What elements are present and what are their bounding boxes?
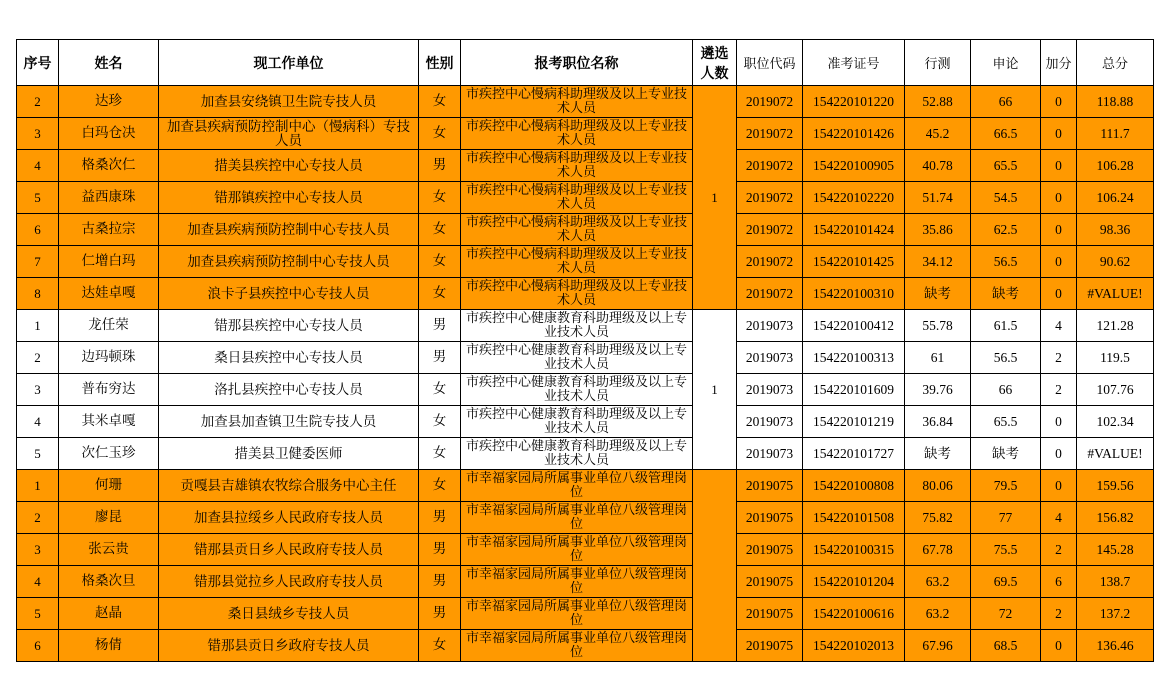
- cell-name: 格桑次旦: [59, 566, 159, 598]
- table-row: [17, 278, 1154, 310]
- cell-total: 106.28: [1077, 150, 1154, 182]
- cell-shenlun: 56.5: [971, 246, 1041, 278]
- cell-seq: 1: [17, 470, 59, 502]
- cell-pos-code: 2019072: [737, 86, 803, 118]
- cell-unit: 措美县疾控中心专技人员: [159, 150, 419, 182]
- cell-gender: 男: [419, 310, 461, 342]
- cell-shenlun: 68.5: [971, 630, 1041, 662]
- table-row: [17, 502, 1154, 534]
- table-row: [17, 246, 1154, 278]
- cell-unit: 加查县拉绥乡人民政府专技人员: [159, 502, 419, 534]
- cell-total: 90.62: [1077, 246, 1154, 278]
- cell-pos-code: 2019073: [737, 438, 803, 470]
- cell-unit: 洛扎县疾控中心专技人员: [159, 374, 419, 406]
- cell-total: 156.82: [1077, 502, 1154, 534]
- cell-bonus: 0: [1041, 246, 1077, 278]
- cell-total: 119.5: [1077, 342, 1154, 374]
- header-plan-line2: 人数: [700, 65, 729, 82]
- cell-shenlun: 69.5: [971, 566, 1041, 598]
- cell-unit: 错那县疾控中心专技人员: [159, 310, 419, 342]
- header-plan: [693, 40, 737, 86]
- cell-unit: 错那县贡日乡政府专技人员: [159, 630, 419, 662]
- cell-total: 137.2: [1077, 598, 1154, 630]
- cell-name: 益西康珠: [59, 182, 159, 214]
- cell-shenlun: 66.5: [971, 118, 1041, 150]
- cell-seq: 3: [17, 534, 59, 566]
- cell-pos-code: 2019075: [737, 534, 803, 566]
- cell-bonus: 2: [1041, 598, 1077, 630]
- cell-total: #VALUE!: [1077, 278, 1154, 310]
- cell-bonus: 4: [1041, 502, 1077, 534]
- cell-unit: 桑日县疾控中心专技人员: [159, 342, 419, 374]
- cell-exam-no: 154220100315: [803, 534, 905, 566]
- cell-total: 159.56: [1077, 470, 1154, 502]
- cell-exam-no: 154220100310: [803, 278, 905, 310]
- cell-exam-no: 154220101426: [803, 118, 905, 150]
- cell-pos-code: 2019075: [737, 630, 803, 662]
- cell-pos-code: 2019072: [737, 150, 803, 182]
- cell-pos-code: 2019075: [737, 598, 803, 630]
- cell-name: 白玛仓决: [59, 118, 159, 150]
- cell-pos-code: 2019072: [737, 182, 803, 214]
- cell-xingce: 67.78: [905, 534, 971, 566]
- cell-position: 市疾控中心健康教育科助理级及以上专业技术人员: [461, 310, 693, 342]
- cell-position: 市幸福家园局所属事业单位八级管理岗位: [461, 566, 693, 598]
- table-row: [17, 630, 1154, 662]
- cell-pos-code: 2019073: [737, 406, 803, 438]
- cell-position: 市疾控中心健康教育科助理级及以上专业技术人员: [461, 438, 693, 470]
- cell-name: 杨倩: [59, 630, 159, 662]
- cell-gender: 男: [419, 566, 461, 598]
- table-body: [17, 86, 1154, 662]
- cell-xingce: 52.88: [905, 86, 971, 118]
- cell-position: 市疾控中心慢病科助理级及以上专业技术人员: [461, 86, 693, 118]
- cell-bonus: 0: [1041, 214, 1077, 246]
- header-bonus: 加分: [1041, 40, 1077, 86]
- cell-bonus: 0: [1041, 470, 1077, 502]
- cell-bonus: 0: [1041, 438, 1077, 470]
- header-xingce: 行测: [905, 40, 971, 86]
- header-row: [17, 40, 1154, 86]
- cell-gender: 男: [419, 342, 461, 374]
- cell-xingce: 61: [905, 342, 971, 374]
- cell-seq: 2: [17, 342, 59, 374]
- cell-name: 赵晶: [59, 598, 159, 630]
- cell-bonus: 0: [1041, 182, 1077, 214]
- cell-total: 136.46: [1077, 630, 1154, 662]
- cell-name: 达娃卓嘎: [59, 278, 159, 310]
- cell-bonus: 2: [1041, 374, 1077, 406]
- cell-exam-no: 154220101424: [803, 214, 905, 246]
- cell-xingce: 67.96: [905, 630, 971, 662]
- cell-pos-code: 2019072: [737, 214, 803, 246]
- table-row: [17, 566, 1154, 598]
- cell-position: 市疾控中心慢病科助理级及以上专业技术人员: [461, 278, 693, 310]
- header-total: 总分: [1077, 40, 1154, 86]
- cell-total: 111.7: [1077, 118, 1154, 150]
- cell-unit: 错那镇疾控中心专技人员: [159, 182, 419, 214]
- cell-total: 118.88: [1077, 86, 1154, 118]
- header-seq: 序号: [17, 40, 59, 86]
- cell-gender: 女: [419, 374, 461, 406]
- cell-xingce: 80.06: [905, 470, 971, 502]
- cell-exam-no: 154220101204: [803, 566, 905, 598]
- cell-exam-no: 154220100808: [803, 470, 905, 502]
- cell-position: 市疾控中心慢病科助理级及以上专业技术人员: [461, 182, 693, 214]
- cell-shenlun: 65.5: [971, 150, 1041, 182]
- cell-name: 古桑拉宗: [59, 214, 159, 246]
- cell-total: 145.28: [1077, 534, 1154, 566]
- cell-pos-code: 2019072: [737, 278, 803, 310]
- cell-bonus: 6: [1041, 566, 1077, 598]
- cell-unit: 加查县安绕镇卫生院专技人员: [159, 86, 419, 118]
- cell-seq: 8: [17, 278, 59, 310]
- cell-shenlun: 61.5: [971, 310, 1041, 342]
- cell-gender: 女: [419, 214, 461, 246]
- cell-position: 市幸福家园局所属事业单位八级管理岗位: [461, 630, 693, 662]
- cell-shenlun: 66: [971, 86, 1041, 118]
- table-row: [17, 182, 1154, 214]
- cell-position: 市疾控中心健康教育科助理级及以上专业技术人员: [461, 374, 693, 406]
- cell-gender: 女: [419, 278, 461, 310]
- cell-xingce: 45.2: [905, 118, 971, 150]
- cell-position: 市疾控中心慢病科助理级及以上专业技术人员: [461, 214, 693, 246]
- table-row: [17, 374, 1154, 406]
- cell-exam-no: 154220101609: [803, 374, 905, 406]
- cell-pos-code: 2019075: [737, 566, 803, 598]
- cell-seq: 4: [17, 566, 59, 598]
- cell-bonus: 0: [1041, 86, 1077, 118]
- cell-gender: 女: [419, 470, 461, 502]
- cell-shenlun: 79.5: [971, 470, 1041, 502]
- cell-bonus: 0: [1041, 150, 1077, 182]
- table-row: [17, 214, 1154, 246]
- cell-position: 市幸福家园局所属事业单位八级管理岗位: [461, 598, 693, 630]
- cell-position: 市疾控中心慢病科助理级及以上专业技术人员: [461, 150, 693, 182]
- cell-xingce: 55.78: [905, 310, 971, 342]
- cell-gender: 男: [419, 534, 461, 566]
- cell-unit: 贡嘎县吉雄镇农牧综合服务中心主任: [159, 470, 419, 502]
- cell-bonus: 4: [1041, 310, 1077, 342]
- cell-exam-no: 154220102220: [803, 182, 905, 214]
- cell-position: 市幸福家园局所属事业单位八级管理岗位: [461, 534, 693, 566]
- cell-gender: 女: [419, 438, 461, 470]
- cell-total: 106.24: [1077, 182, 1154, 214]
- cell-unit: 浪卡子县疾控中心专技人员: [159, 278, 419, 310]
- cell-bonus: 2: [1041, 342, 1077, 374]
- header-shenlun: 申论: [971, 40, 1041, 86]
- cell-shenlun: 66: [971, 374, 1041, 406]
- cell-seq: 3: [17, 374, 59, 406]
- cell-gender: 男: [419, 502, 461, 534]
- cell-total: 102.34: [1077, 406, 1154, 438]
- cell-exam-no: 154220101220: [803, 86, 905, 118]
- cell-bonus: 0: [1041, 406, 1077, 438]
- cell-xingce: 63.2: [905, 566, 971, 598]
- cell-xingce: 35.86: [905, 214, 971, 246]
- table-row: [17, 86, 1154, 118]
- cell-bonus: 2: [1041, 534, 1077, 566]
- cell-name: 普布穷达: [59, 374, 159, 406]
- cell-shenlun: 56.5: [971, 342, 1041, 374]
- cell-shenlun: 缺考: [971, 278, 1041, 310]
- cell-bonus: 0: [1041, 630, 1077, 662]
- cell-xingce: 63.2: [905, 598, 971, 630]
- cell-total: 121.28: [1077, 310, 1154, 342]
- header-position: 报考职位名称: [461, 40, 693, 86]
- cell-total: 107.76: [1077, 374, 1154, 406]
- cell-unit: 加查县疾病预防控制中心（慢病科）专技人员: [159, 118, 419, 150]
- cell-gender: 女: [419, 118, 461, 150]
- cell-plan-count: [693, 470, 737, 662]
- table-row: [17, 470, 1154, 502]
- cell-pos-code: 2019072: [737, 118, 803, 150]
- cell-name: 廖昆: [59, 502, 159, 534]
- header-exam-no: 准考证号: [803, 40, 905, 86]
- table-row: [17, 438, 1154, 470]
- cell-exam-no: 154220101508: [803, 502, 905, 534]
- cell-pos-code: 2019072: [737, 246, 803, 278]
- cell-seq: 5: [17, 598, 59, 630]
- cell-xingce: 缺考: [905, 278, 971, 310]
- cell-xingce: 缺考: [905, 438, 971, 470]
- cell-exam-no: 154220100412: [803, 310, 905, 342]
- results-table: [16, 39, 1154, 662]
- cell-position: 市疾控中心健康教育科助理级及以上专业技术人员: [461, 406, 693, 438]
- cell-pos-code: 2019075: [737, 470, 803, 502]
- cell-position: 市幸福家园局所属事业单位八级管理岗位: [461, 470, 693, 502]
- cell-pos-code: 2019073: [737, 342, 803, 374]
- cell-shenlun: 62.5: [971, 214, 1041, 246]
- cell-name: 龙任荣: [59, 310, 159, 342]
- cell-name: 张云贵: [59, 534, 159, 566]
- cell-pos-code: 2019075: [737, 502, 803, 534]
- cell-gender: 女: [419, 246, 461, 278]
- header-unit: 现工作单位: [159, 40, 419, 86]
- cell-position: 市幸福家园局所属事业单位八级管理岗位: [461, 502, 693, 534]
- cell-shenlun: 77: [971, 502, 1041, 534]
- cell-shenlun: 72: [971, 598, 1041, 630]
- cell-seq: 6: [17, 630, 59, 662]
- table-row: [17, 342, 1154, 374]
- table-row: [17, 534, 1154, 566]
- cell-shenlun: 75.5: [971, 534, 1041, 566]
- cell-plan-count: 1: [693, 86, 737, 310]
- cell-gender: 女: [419, 86, 461, 118]
- cell-seq: 7: [17, 246, 59, 278]
- cell-exam-no: 154220101727: [803, 438, 905, 470]
- table-row: [17, 406, 1154, 438]
- cell-seq: 2: [17, 502, 59, 534]
- cell-gender: 女: [419, 630, 461, 662]
- cell-name: 其米卓嘎: [59, 406, 159, 438]
- cell-unit: 加查县疾病预防控制中心专技人员: [159, 246, 419, 278]
- cell-xingce: 75.82: [905, 502, 971, 534]
- cell-gender: 女: [419, 182, 461, 214]
- cell-seq: 4: [17, 150, 59, 182]
- table-row: [17, 310, 1154, 342]
- cell-unit: 措美县卫健委医师: [159, 438, 419, 470]
- cell-xingce: 34.12: [905, 246, 971, 278]
- cell-position: 市疾控中心慢病科助理级及以上专业技术人员: [461, 246, 693, 278]
- cell-position: 市疾控中心健康教育科助理级及以上专业技术人员: [461, 342, 693, 374]
- table-row: [17, 118, 1154, 150]
- table-row: [17, 598, 1154, 630]
- cell-gender: 男: [419, 150, 461, 182]
- cell-pos-code: 2019073: [737, 310, 803, 342]
- header-pos-code: 职位代码: [737, 40, 803, 86]
- cell-shenlun: 65.5: [971, 406, 1041, 438]
- cell-seq: 4: [17, 406, 59, 438]
- cell-xingce: 36.84: [905, 406, 971, 438]
- cell-total: #VALUE!: [1077, 438, 1154, 470]
- cell-unit: 加查县加查镇卫生院专技人员: [159, 406, 419, 438]
- cell-name: 何珊: [59, 470, 159, 502]
- cell-name: 达珍: [59, 86, 159, 118]
- cell-bonus: 0: [1041, 118, 1077, 150]
- cell-gender: 女: [419, 406, 461, 438]
- cell-plan-count: 1: [693, 310, 737, 470]
- cell-seq: 1: [17, 310, 59, 342]
- cell-pos-code: 2019073: [737, 374, 803, 406]
- cell-unit: 加查县疾病预防控制中心专技人员: [159, 214, 419, 246]
- cell-seq: 5: [17, 182, 59, 214]
- cell-exam-no: 154220100616: [803, 598, 905, 630]
- header-plan-line1: 遴选: [700, 45, 729, 62]
- table-row: [17, 150, 1154, 182]
- cell-seq: 2: [17, 86, 59, 118]
- cell-position: 市疾控中心慢病科助理级及以上专业技术人员: [461, 118, 693, 150]
- header-name: 姓名: [59, 40, 159, 86]
- header-gender: 性别: [419, 40, 461, 86]
- cell-exam-no: 154220100313: [803, 342, 905, 374]
- cell-xingce: 40.78: [905, 150, 971, 182]
- cell-seq: 3: [17, 118, 59, 150]
- cell-name: 仁增白玛: [59, 246, 159, 278]
- cell-gender: 男: [419, 598, 461, 630]
- cell-seq: 6: [17, 214, 59, 246]
- cell-xingce: 39.76: [905, 374, 971, 406]
- cell-shenlun: 缺考: [971, 438, 1041, 470]
- cell-xingce: 51.74: [905, 182, 971, 214]
- cell-unit: 错那县觉拉乡人民政府专技人员: [159, 566, 419, 598]
- cell-name: 格桑次仁: [59, 150, 159, 182]
- cell-exam-no: 154220102013: [803, 630, 905, 662]
- cell-exam-no: 154220101219: [803, 406, 905, 438]
- cell-exam-no: 154220100905: [803, 150, 905, 182]
- cell-unit: 错那县贡日乡人民政府专技人员: [159, 534, 419, 566]
- cell-bonus: 0: [1041, 278, 1077, 310]
- cell-shenlun: 54.5: [971, 182, 1041, 214]
- cell-exam-no: 154220101425: [803, 246, 905, 278]
- cell-total: 98.36: [1077, 214, 1154, 246]
- cell-unit: 桑日县绒乡专技人员: [159, 598, 419, 630]
- cell-name: 次仁玉珍: [59, 438, 159, 470]
- cell-seq: 5: [17, 438, 59, 470]
- cell-name: 边玛顿珠: [59, 342, 159, 374]
- cell-total: 138.7: [1077, 566, 1154, 598]
